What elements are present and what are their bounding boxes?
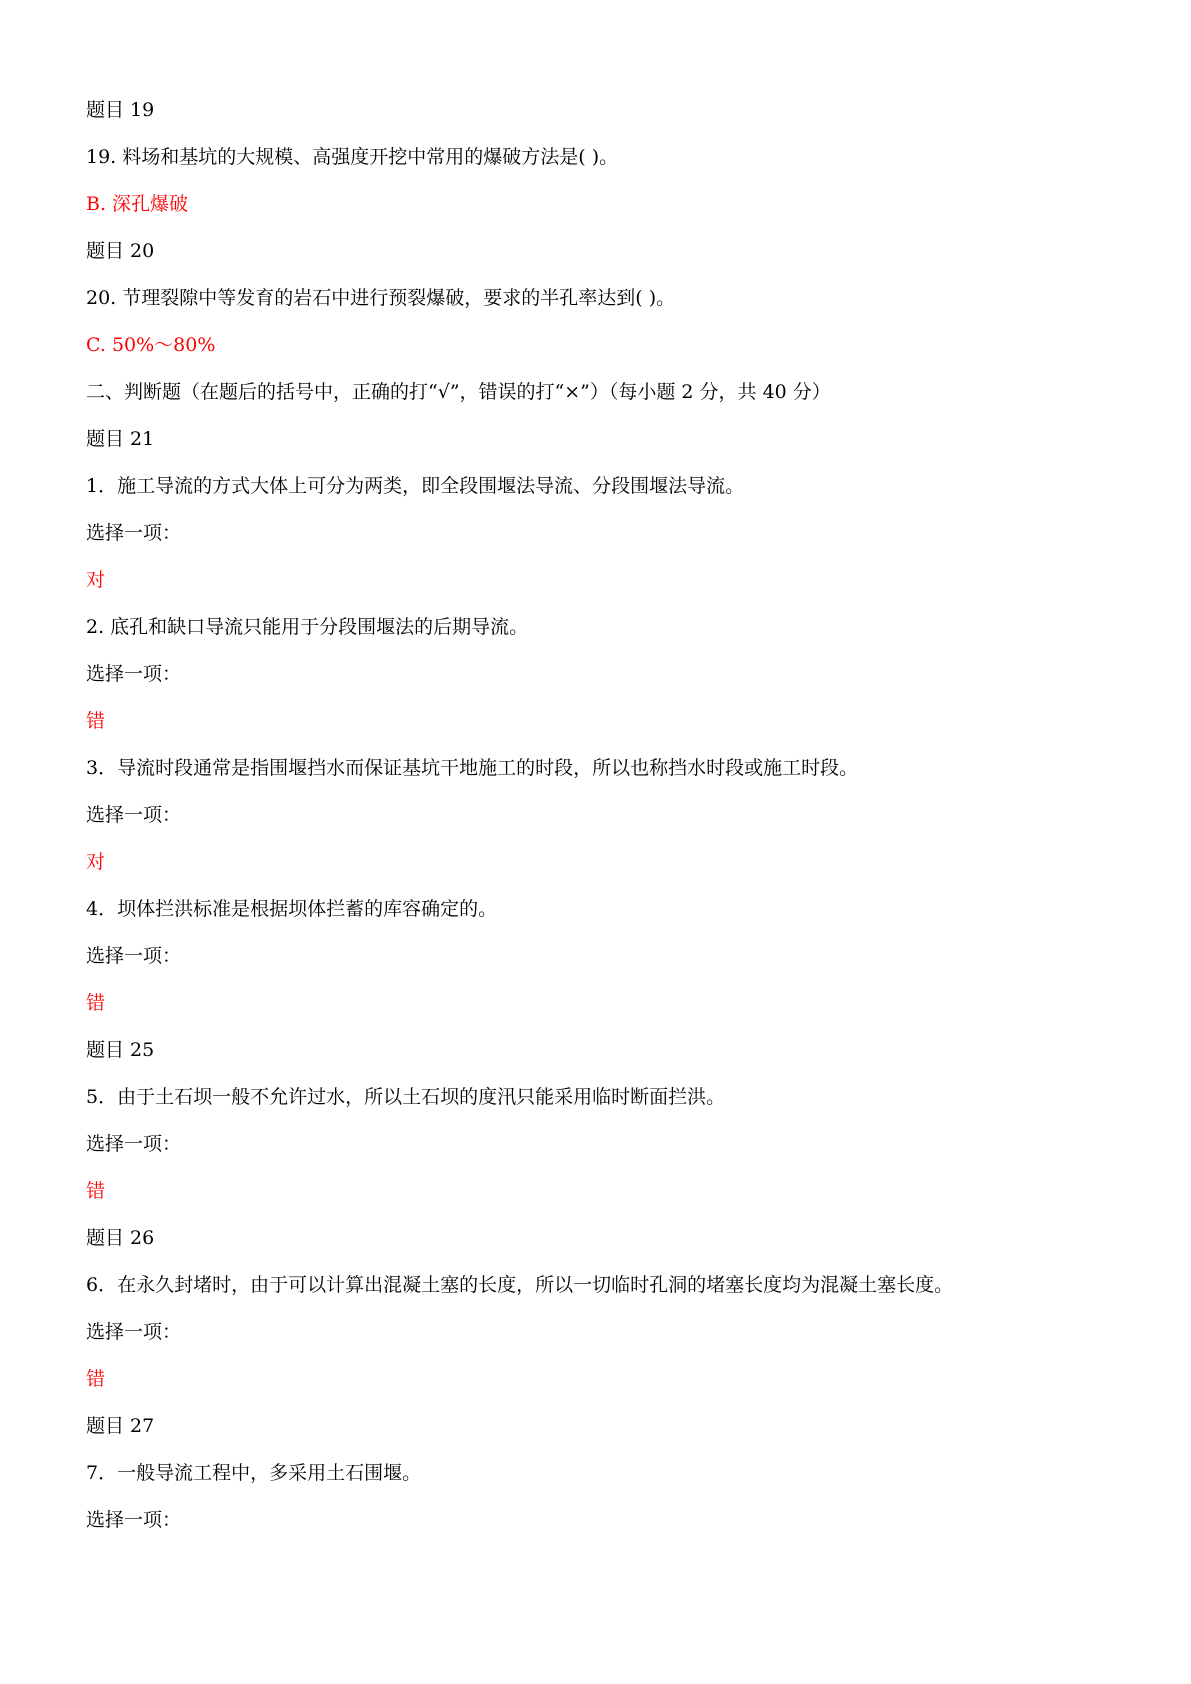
question-text-20: 20. 节理裂隙中等发育的岩石中进行预裂爆破，要求的半孔率达到( )。 — [86, 287, 676, 309]
question-heading-27: 题目 27 — [86, 1415, 155, 1437]
question-text-5: 5．由于土石坝一般不允许过水，所以土石坝的度汛只能采用临时断面拦洪。 — [86, 1086, 726, 1108]
answer-6: 错 — [86, 1368, 106, 1390]
choose-one-label: 选择一项： — [86, 804, 182, 826]
section-heading-judgement: 二、判断题（在题后的括号中，正确的打“√”，错误的打“×”）（每小题 2 分，共 40 分） — [86, 381, 831, 403]
choose-one-label: 选择一项： — [86, 1321, 182, 1343]
question-heading-25: 题目 25 — [86, 1039, 155, 1061]
question-text-1: 1．施工导流的方式大体上可分为两类，即全段围堰法导流、分段围堰法导流。 — [86, 475, 745, 497]
choose-one-label: 选择一项： — [86, 663, 182, 685]
choose-one-label: 选择一项： — [86, 522, 182, 544]
question-heading-21: 题目 21 — [86, 428, 155, 450]
answer-20: C. 50%～80% — [86, 334, 216, 356]
question-heading-20: 题目 20 — [86, 240, 155, 262]
choose-one-label: 选择一项： — [86, 1133, 182, 1155]
answer-1: 对 — [86, 569, 106, 591]
question-text-2: 2. 底孔和缺口导流只能用于分段围堰法的后期导流。 — [86, 616, 529, 638]
question-heading-19: 题目 19 — [86, 99, 155, 121]
question-text-19: 19. 料场和基坑的大规模、高强度开挖中常用的爆破方法是( )。 — [86, 146, 619, 168]
choose-one-label: 选择一项： — [86, 1509, 182, 1531]
answer-3: 对 — [86, 851, 106, 873]
choose-one-label: 选择一项： — [86, 945, 182, 967]
question-text-6: 6．在永久封堵时，由于可以计算出混凝土塞的长度，所以一切临时孔洞的堵塞长度均为混凝土塞长度。 — [86, 1274, 954, 1296]
question-text-3: 3．导流时段通常是指围堰挡水而保证基坑干地施工的时段，所以也称挡水时段或施工时段。 — [86, 757, 859, 779]
answer-5: 错 — [86, 1180, 106, 1202]
question-text-4: 4．坝体拦洪标准是根据坝体拦蓄的库容确定的。 — [86, 898, 498, 920]
answer-19: B. 深孔爆破 — [86, 193, 189, 215]
answer-2: 错 — [86, 710, 106, 732]
question-heading-26: 题目 26 — [86, 1227, 155, 1249]
answer-4: 错 — [86, 992, 106, 1014]
question-text-7: 7．一般导流工程中，多采用土石围堰。 — [86, 1462, 422, 1484]
